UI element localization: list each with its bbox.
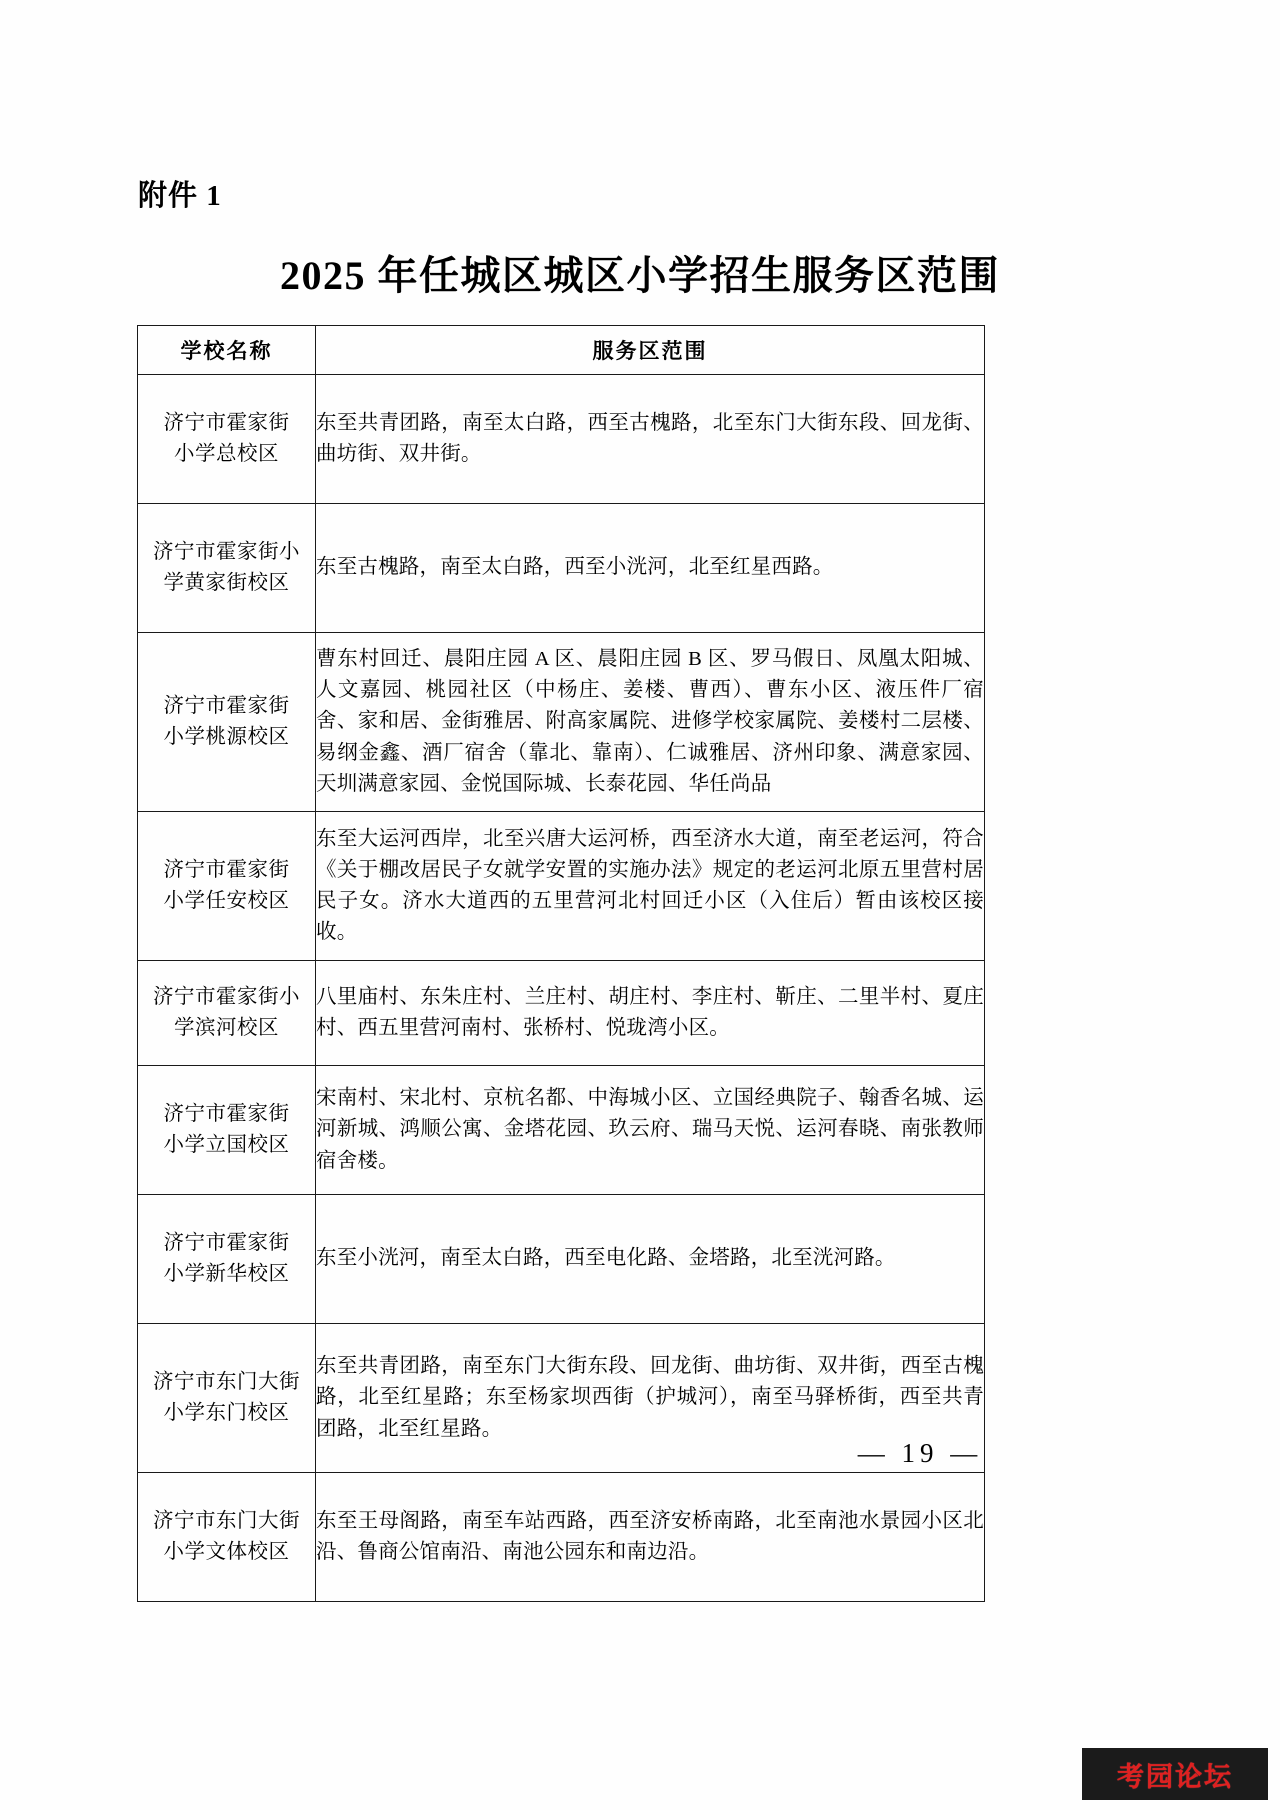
service-area-table-container xyxy=(137,325,984,1602)
table-row xyxy=(138,1195,985,1324)
cell-school-name xyxy=(138,633,316,812)
school-name-line: 济宁市霍家街 xyxy=(163,695,290,718)
cell-school-name xyxy=(138,1066,316,1195)
column-header-school-name: 学校名称 xyxy=(138,326,316,375)
cell-school-name xyxy=(138,1195,316,1324)
cell-service-range: 东至小洸河，南至太白路，西至电化路、金塔路，北至洸河路。 xyxy=(316,1195,985,1324)
watermark-badge xyxy=(1082,1748,1268,1800)
school-name-line: 济宁市霍家街 xyxy=(163,859,290,882)
school-name-line: 济宁市霍家街 xyxy=(163,1103,290,1126)
school-name-line: 济宁市东门大街 xyxy=(153,1510,300,1533)
cell-school-name xyxy=(138,961,316,1066)
table-row xyxy=(138,1473,985,1602)
column-header-service-range: 服务区范围 xyxy=(316,326,985,375)
school-name-line: 学黄家街校区 xyxy=(163,572,290,594)
school-name-line: 济宁市霍家街小 xyxy=(153,986,300,1009)
page-number: — 19 — xyxy=(857,1438,983,1468)
school-name-line: 小学桃源校区 xyxy=(163,726,290,748)
cell-service-range: 东至古槐路，南至太白路，西至小洸河，北至红星西路。 xyxy=(316,504,985,633)
school-name-line: 济宁市东门大街 xyxy=(153,1371,300,1394)
table-row xyxy=(138,375,985,504)
cell-school-name xyxy=(138,1473,316,1602)
cell-service-range: 八里庙村、东朱庄村、兰庄村、胡庄村、李庄村、靳庄、二里半村、夏庄村、西五里营河南村、张桥村、悦珑湾小区。 xyxy=(316,961,985,1066)
attachment-label: 附件 1 xyxy=(138,180,222,212)
table-header-row xyxy=(138,326,985,375)
table-row xyxy=(138,812,985,961)
table-body xyxy=(138,375,985,1602)
school-name-line: 小学东门校区 xyxy=(163,1402,290,1424)
cell-school-name xyxy=(138,812,316,961)
cell-service-range: 东至王母阁路，南至车站西路，西至济安桥南路，北至南池水景园小区北沿、鲁商公馆南沿、南池公园东和南边沿。 xyxy=(316,1473,985,1602)
cell-service-range: 东至共青团路，南至太白路，西至古槐路，北至东门大街东段、回龙街、曲坊街、双井街。 xyxy=(316,375,985,504)
cell-school-name xyxy=(138,375,316,504)
cell-school-name xyxy=(138,504,316,633)
table-row xyxy=(138,1066,985,1195)
school-name-line: 小学立国校区 xyxy=(163,1134,290,1156)
school-name-line: 济宁市霍家街 xyxy=(163,1232,290,1255)
cell-service-range: 宋南村、宋北村、京杭名都、中海城小区、立国经典院子、翰香名城、运河新城、鸿顺公寓、金塔花园、玖云府、瑞马天悦、运河春晓、南张教师宿舍楼。 xyxy=(316,1066,985,1195)
school-name-line: 济宁市霍家街 xyxy=(163,412,290,435)
school-name-line: 小学总校区 xyxy=(174,443,279,465)
cell-service-range: 东至共青团路，南至东门大街东段、回龙街、曲坊街、双井街，西至古槐路，北至红星路；东至杨家坝西街（护城河），南至马驿桥街，西至共青团路，北至红星路。 xyxy=(316,1324,985,1473)
cell-service-range: 东至大运河西岸，北至兴唐大运河桥，西至济水大道，南至老运河，符合《关于棚改居民子女就学安置的实施办法》规定的老运河北原五里营村居民子女。济水大道西的五里营河北村回迁小区（入住后）暂由该校区接收。 xyxy=(316,812,985,961)
school-name-line: 小学任安校区 xyxy=(163,890,290,912)
cell-service-range: 曹东村回迁、晨阳庄园 A 区、晨阳庄园 B 区、罗马假日、凤凰太阳城、人文嘉园、桃园社区（中杨庄、姜楼、曹西）、曹东小区、液压件厂宿舍、家和居、金街雅居、附高家属院、进修学校家属院、姜楼村二层楼、易纲金鑫、酒厂宿舍（靠北、靠南）、仁诚雅居、济州印象、满意家园、天圳满意家园、金悦国际城、长泰花园、华任尚品 xyxy=(316,633,985,812)
school-name-line: 小学文体校区 xyxy=(163,1541,290,1563)
table-row xyxy=(138,504,985,633)
table-row xyxy=(138,633,985,812)
page-title: 2025 年任城区城区小学招生服务区范围 xyxy=(280,253,1000,298)
watermark-text: 考园论坛 xyxy=(1117,1761,1233,1792)
school-name-line: 小学新华校区 xyxy=(163,1263,290,1285)
table-row xyxy=(138,961,985,1066)
school-name-line: 学滨河校区 xyxy=(174,1017,279,1039)
service-area-table xyxy=(137,325,985,1602)
school-name-line: 济宁市霍家街小 xyxy=(153,541,300,564)
